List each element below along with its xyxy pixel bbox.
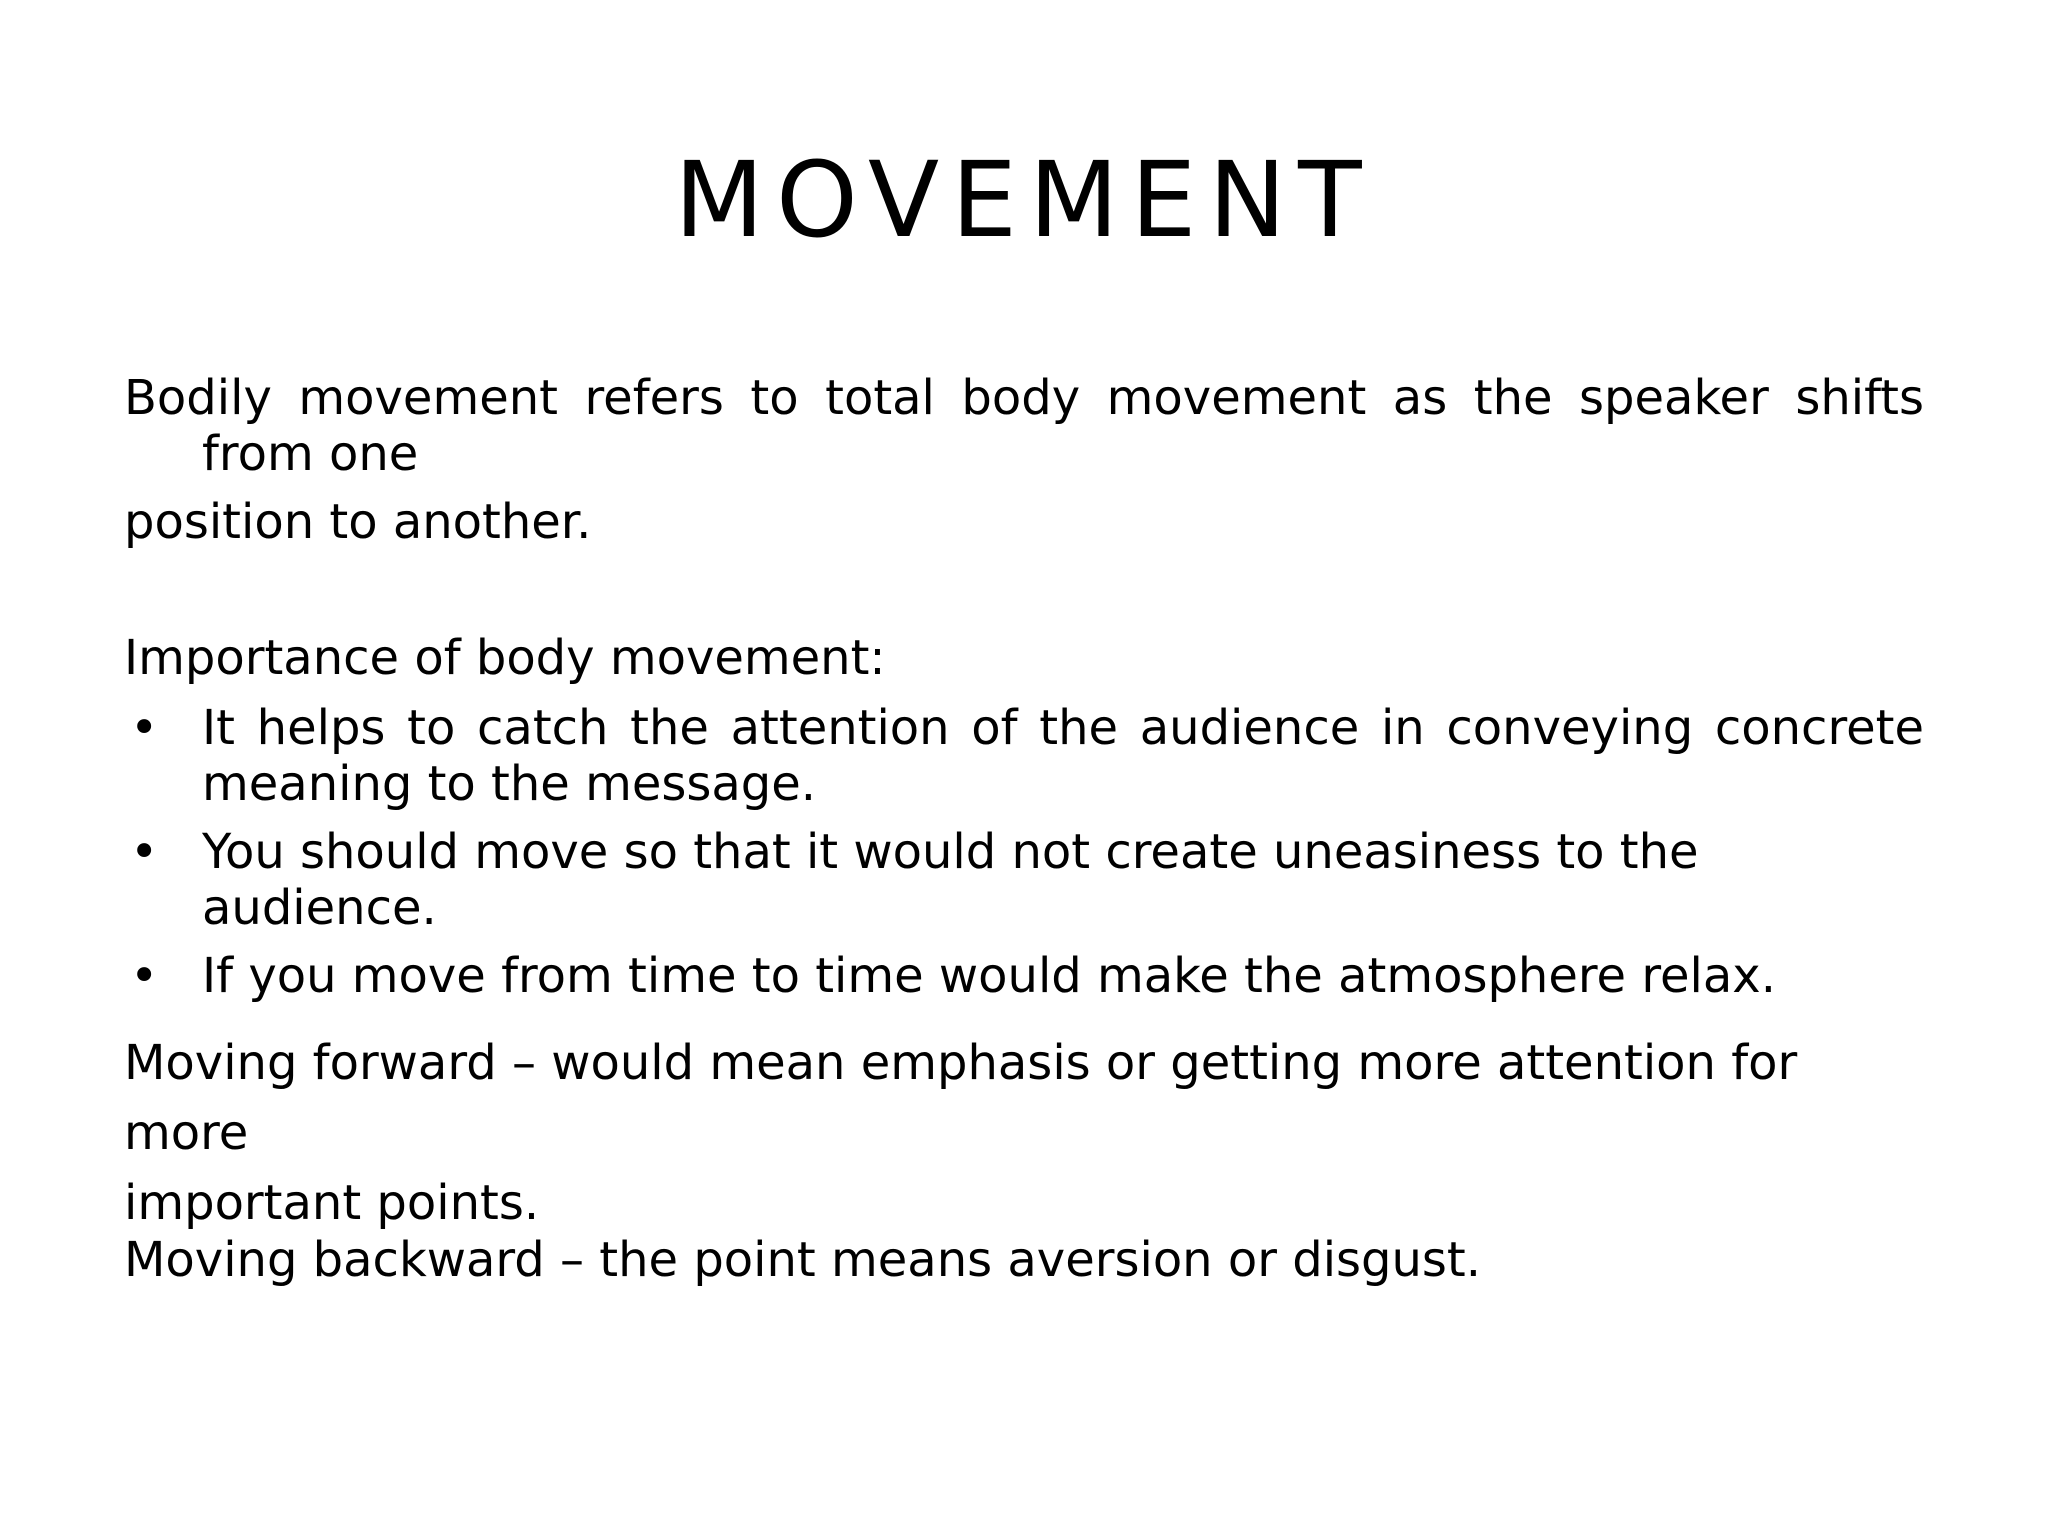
moving-forward-paragraph (124, 1028, 1924, 1238)
bullet-icon: • (130, 948, 159, 1004)
bullet-text: It helps to catch the attention of the audience in conveying concrete meaning to the message. (202, 700, 1924, 812)
bullet-icon: • (130, 824, 159, 880)
bullet-item (124, 700, 1924, 812)
moving-forward-line-2: important points. (124, 1175, 540, 1231)
slide-title: MOVEMENT (674, 139, 1374, 261)
bullet-text: If you move from time to time would make the atmosphere relax. (202, 948, 1776, 1004)
moving-forward-line-1: Moving forward – would mean emphasis or getting more attention for more (124, 1035, 1798, 1161)
definition-line-1-continued: from one (202, 426, 419, 482)
moving-backward-paragraph: Moving backward – the point means aversion or disgust. (124, 1232, 1482, 1288)
definition-paragraph (124, 370, 1924, 550)
importance-bullet-list (124, 700, 1924, 1016)
bullet-item (124, 948, 1924, 1004)
importance-heading: Importance of body movement: (124, 630, 886, 686)
definition-line-1: Bodily movement refers to total body movement as the speaker shifts (124, 370, 1924, 426)
bullet-text: You should move so that it would not create uneasiness to the audience. (202, 824, 1699, 936)
definition-line-2: position to another. (124, 494, 592, 550)
bullet-icon: • (130, 700, 159, 756)
bullet-item (124, 824, 1924, 936)
